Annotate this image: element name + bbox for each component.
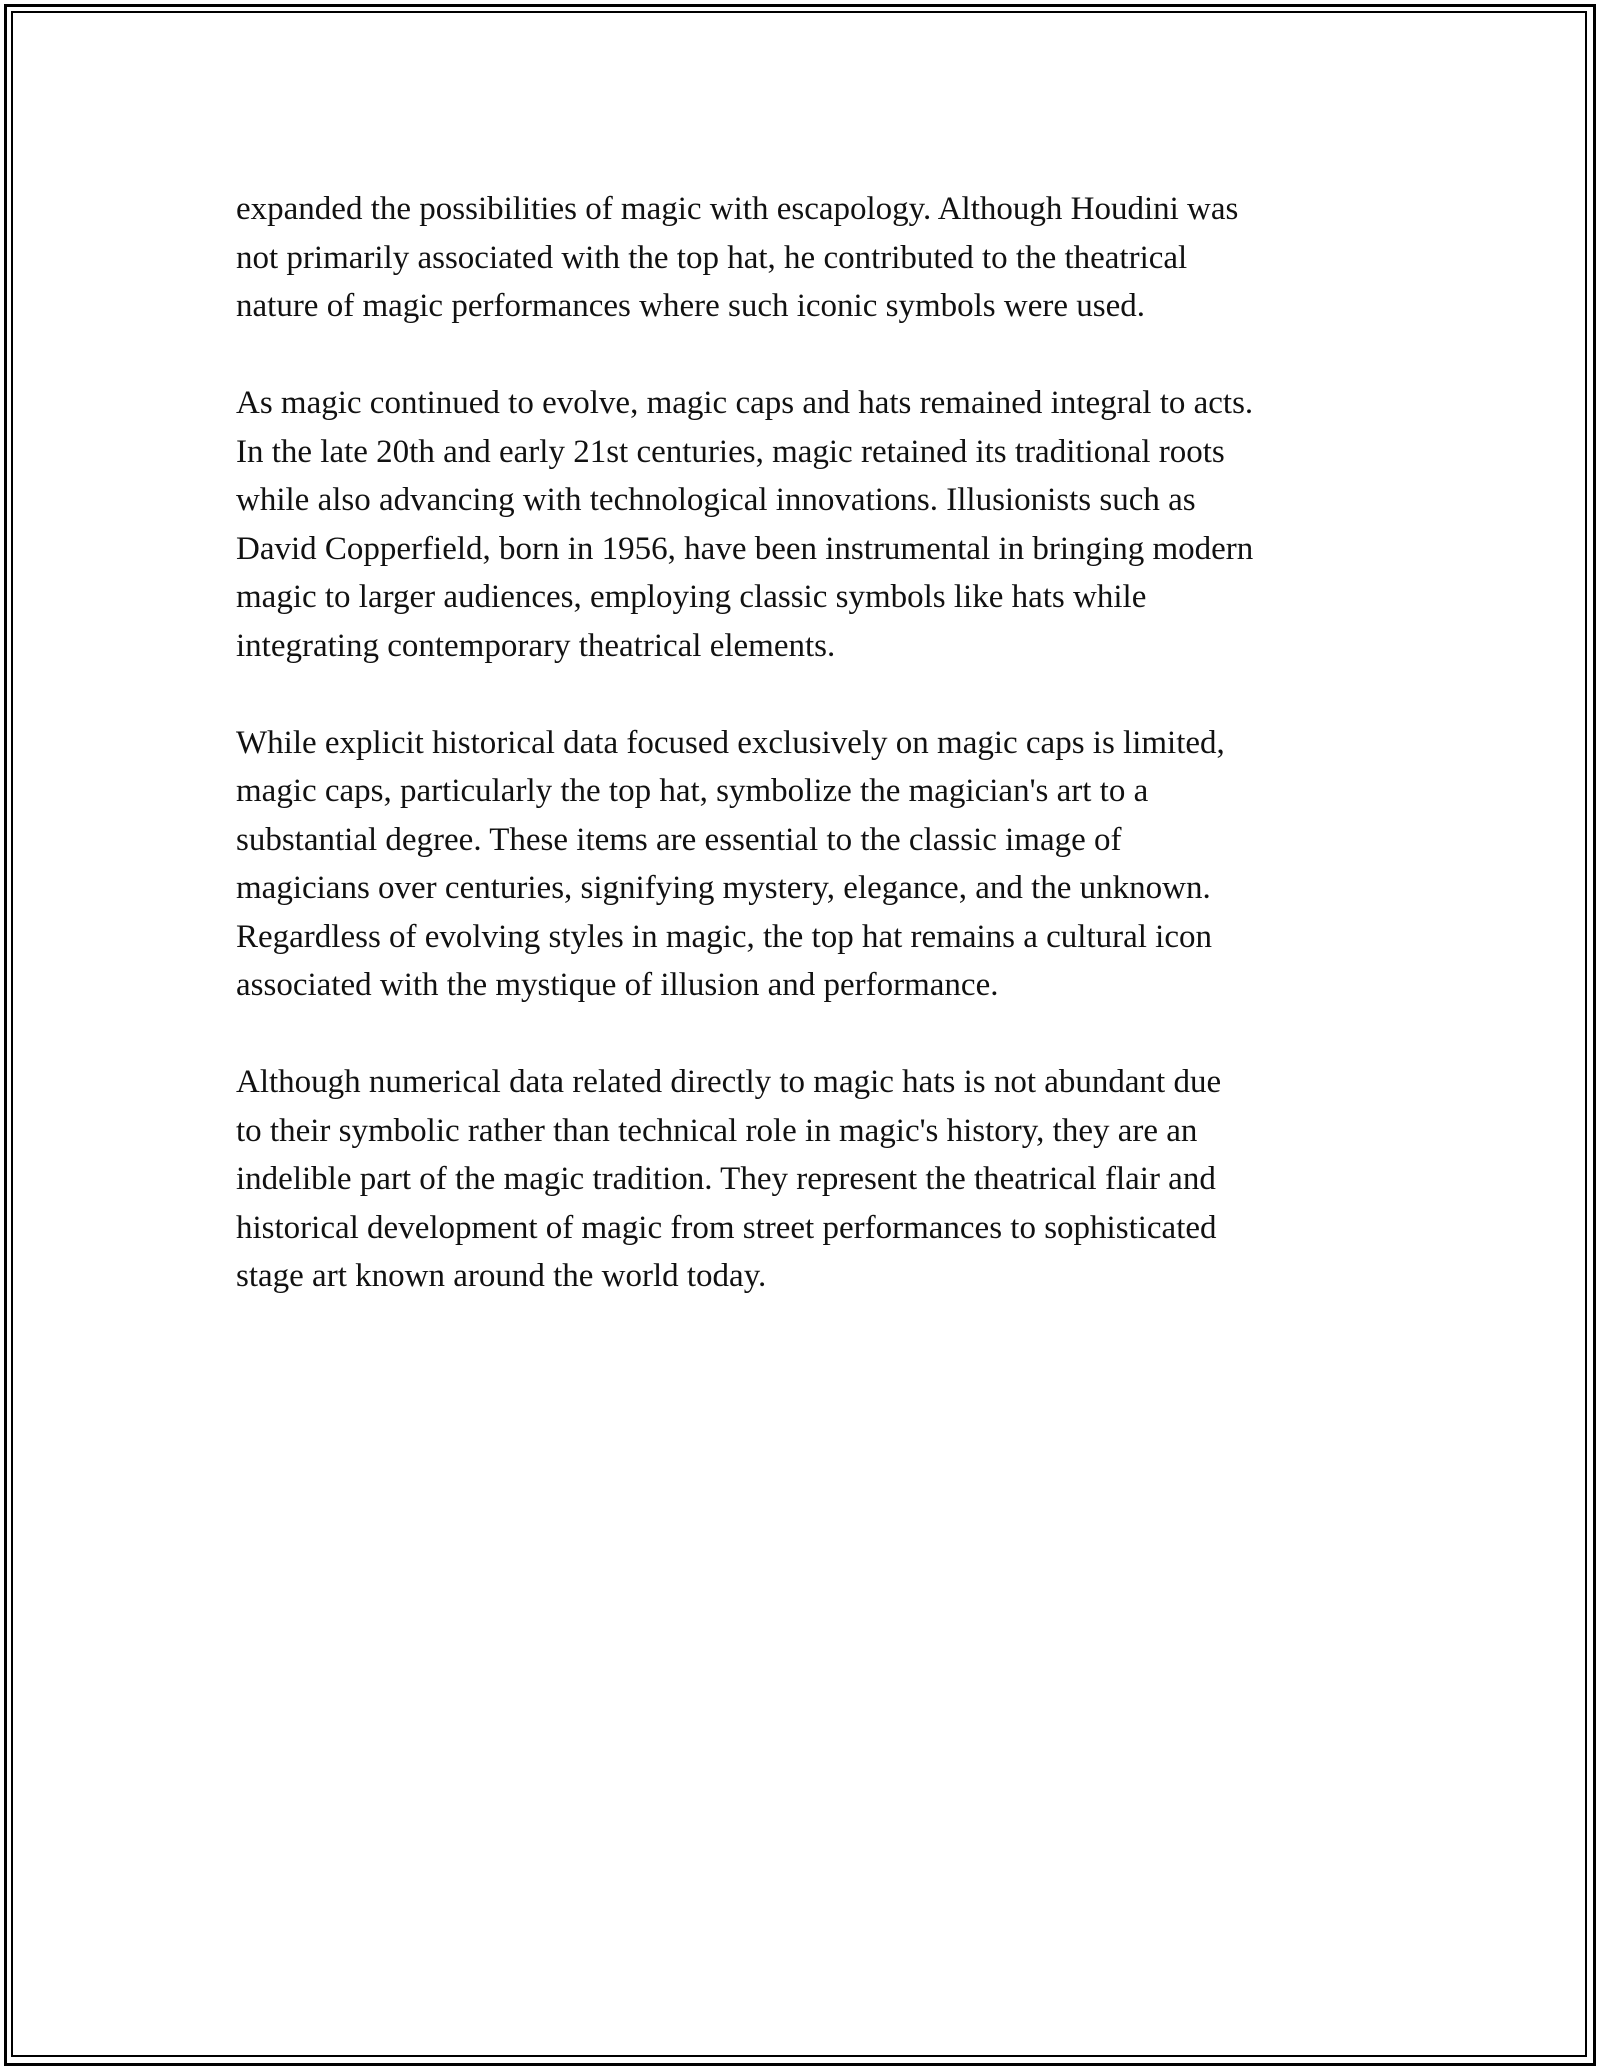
text-line: In the late 20th and early 21st centuries, magic retained its traditional roots (236, 433, 1225, 470)
text-line: associated with the mystique of illusion and performance. (236, 967, 999, 1003)
text-line: While explicit historical data focused exclusively on magic caps is limited, (236, 724, 1225, 761)
document-body (236, 185, 1386, 1349)
paragraph-houdini (236, 185, 1386, 331)
text-line: David Copperfield, born in 1956, have been instrumental in bringing modern (236, 530, 1254, 567)
text-line: As magic continued to evolve, magic caps and hats remained integral to acts. (236, 385, 1254, 421)
text-line: historical development of magic from street performances to sophisticated (236, 1209, 1217, 1246)
text-line: Although numerical data related directly to magic hats is not abundant due (236, 1064, 1222, 1100)
text-line: expanded the possibilities of magic with escapology. Although Houdini was (236, 191, 1239, 227)
text-line: magic to larger audiences, employing classic symbols like hats while (236, 579, 1147, 615)
text-line: stage art known around the world today. (236, 1258, 767, 1294)
text-line: while also advancing with technological innovations. Illusionists such as (236, 482, 1196, 518)
paragraph-top-hat-symbolism (236, 719, 1386, 1010)
text-line: nature of magic performances where such iconic symbols were used. (236, 288, 1145, 324)
text-line: integrating contemporary theatrical elements. (236, 627, 836, 664)
text-line: not primarily associated with the top hat, he contributed to the theatrical (236, 239, 1188, 276)
paragraph-conclusion (236, 1058, 1386, 1301)
text-line: magic caps, particularly the top hat, symbolize the magician's art to a (236, 773, 1149, 809)
text-line: Regardless of evolving styles in magic, the top hat remains a cultural icon (236, 918, 1212, 955)
text-line: to their symbolic rather than technical role in magic's history, they are an (236, 1112, 1198, 1149)
text-line: substantial degree. These items are essential to the classic image of (236, 821, 1122, 858)
paragraph-modern-magic (236, 379, 1386, 670)
text-line: magicians over centuries, signifying mystery, elegance, and the unknown. (236, 870, 1211, 906)
text-line: indelible part of the magic tradition. They represent the theatrical flair and (236, 1161, 1216, 1197)
